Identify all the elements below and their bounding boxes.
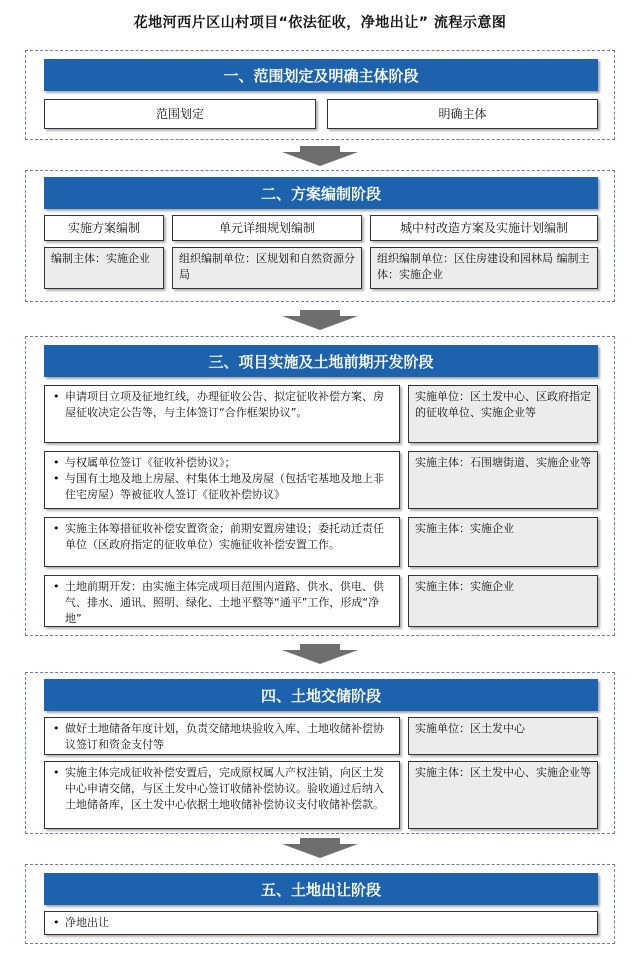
list-item: • 与国有土地及地上房屋、村集体土地及房屋（包括宅基地及地上非住宅房屋）等被征收人签订《征收补偿协议》 xyxy=(51,471,393,503)
down-arrow-1-icon xyxy=(282,146,358,166)
unit-detailed-plan-header: 单元详细规划编制 xyxy=(172,215,362,241)
implementation-plan-detail: 编制主体：实施企业 xyxy=(44,247,164,289)
stage-3-step-1 xyxy=(44,385,400,443)
stage-4-step-2-side: 实施主体：区土发中心、实施企业等 xyxy=(408,761,598,829)
stage-2-heading: 二、方案编制阶段 xyxy=(44,177,598,209)
stage-5-heading: 五、土地出让阶段 xyxy=(44,873,598,905)
stage-3-step-1-side: 实施单位：区土发中心、区政府指定的征收单位、实施企业等 xyxy=(408,385,598,443)
stage-3-step-2 xyxy=(44,451,400,509)
stage-3-step-2-side: 实施主体：石围塘街道、实施企业等 xyxy=(408,451,598,509)
village-renewal-plan-header: 城中村改造方案及实施计划编制 xyxy=(370,215,598,241)
stage-1-heading: 一、范围划定及明确主体阶段 xyxy=(44,59,598,91)
village-renewal-plan-detail: 组织编制单位：区住房建设和园林局 编制主体：实施企业 xyxy=(370,247,598,289)
stage-1-range-subject xyxy=(25,50,615,140)
list-item: • 实施主体完成征收补偿安置后，完成原权属人产权注销，向区土发中心申请交储，与区土发中心签订收储补偿协议。验收通过后纳入土地储备库，区土发中心依据土地收储补偿协议支付收储补偿款。 xyxy=(51,765,393,813)
stage-3-step-4-side: 实施主体：实施企业 xyxy=(408,575,598,627)
range-definition-box: 范围划定 xyxy=(44,99,316,129)
list-item: • 净地出让 xyxy=(51,915,591,931)
stage-4-step-1-side: 实施单位：区土发中心 xyxy=(408,717,598,755)
down-arrow-3-icon xyxy=(282,644,358,664)
list-item: • 做好土地储备年度计划，负责交储地块验收入库、土地收储补偿协议签订和资金支付等 xyxy=(51,721,393,753)
stage-3-heading: 三、项目实施及土地前期开发阶段 xyxy=(44,345,598,377)
list-item: • 申请项目立项及征地红线，办理征收公告、拟定征收补偿方案、房屋征收决定公告等，与主体签订“合作框架协议”。 xyxy=(51,389,393,421)
stage-3-step-3 xyxy=(44,517,400,567)
stage-3-step-3-side: 实施主体：实施企业 xyxy=(408,517,598,567)
stage-4-step-1 xyxy=(44,717,400,755)
stage-3-step-4 xyxy=(44,575,400,627)
stage-2-plan-compilation xyxy=(25,170,615,302)
implementation-plan-header: 实施方案编制 xyxy=(44,215,164,241)
page-title: 花地河西片区山村项目“依法征收，净地出让” 流程示意图 xyxy=(133,15,507,31)
list-item: • 土地前期开发：由实施主体完成项目范围内道路、供水、供电、供气、排水、通讯、照明、绿化、土地平整等“通平”工作，形成“净地” xyxy=(51,579,393,627)
unit-detailed-plan-detail: 组织编制单位：区规划和自然资源分局 xyxy=(172,247,362,289)
list-item: • 与权属单位签订《征收补偿协议》； xyxy=(51,455,393,471)
list-item: • 实施主体筹措征收补偿安置资金；前期安置房建设；委托动迁责任单位（区政府指定的征收单位）实施征收补偿安置工作。 xyxy=(51,521,393,553)
down-arrow-2-icon xyxy=(282,310,358,330)
stage-4-step-2 xyxy=(44,761,400,829)
stage-4-land-reserve xyxy=(25,672,615,834)
stage-5-step-1 xyxy=(44,911,598,935)
stage-5-land-transfer xyxy=(25,864,615,944)
stage-4-heading: 四、土地交储阶段 xyxy=(44,679,598,711)
stage-3-implementation-development xyxy=(25,336,615,636)
confirm-subject-box: 明确主体 xyxy=(327,99,598,129)
down-arrow-4-icon xyxy=(282,838,358,858)
